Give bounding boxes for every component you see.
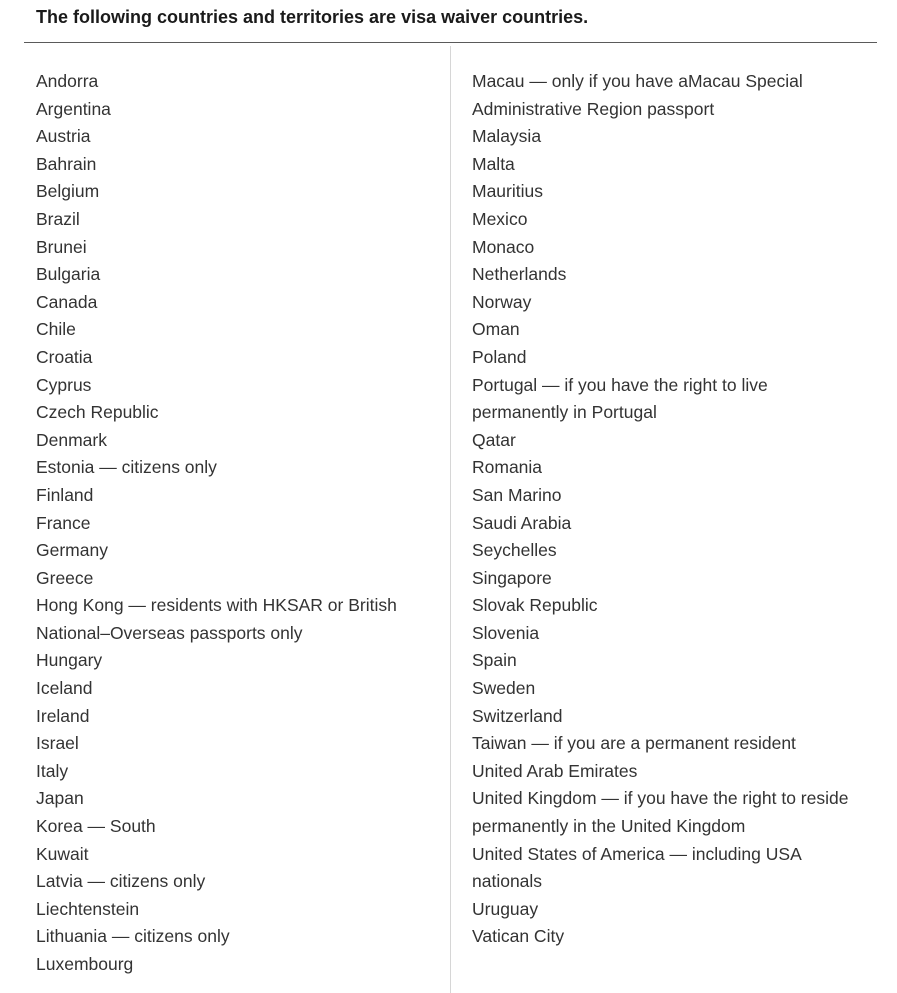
country-list-item: permanently in Portugal xyxy=(472,402,657,423)
country-list-item: Slovak Republic xyxy=(472,595,598,616)
country-list-item: Bahrain xyxy=(36,153,97,174)
country-list-item: Lithuania — citizens only xyxy=(36,926,230,947)
country-list-item: permanently in the United Kingdom xyxy=(472,816,746,837)
country-list-item: Monaco xyxy=(472,236,535,257)
column-divider xyxy=(450,46,451,993)
left-country-list xyxy=(36,68,441,979)
country-list-item: Denmark xyxy=(36,429,107,450)
country-list-item: Malta xyxy=(472,153,515,174)
country-list-item: Canada xyxy=(36,291,98,312)
country-list-item: Mexico xyxy=(472,208,528,229)
country-list-item: Brunei xyxy=(36,236,87,257)
country-list-item: Bulgaria xyxy=(36,264,101,285)
country-list-item: Belgium xyxy=(36,181,100,202)
country-list-item: Cyprus xyxy=(36,374,92,395)
country-list-item: Hong Kong — residents with HKSAR or British xyxy=(36,595,397,616)
country-list-item: Italy xyxy=(36,760,69,781)
country-list-item: United States of America — including USA xyxy=(472,843,802,864)
country-list-item: Hungary xyxy=(36,650,103,671)
country-list-item: France xyxy=(36,512,91,533)
country-list-item: Chile xyxy=(36,319,76,340)
country-list-item: Kuwait xyxy=(36,843,89,864)
country-list-item: Liechtenstein xyxy=(36,898,140,919)
country-list-item: Ireland xyxy=(36,705,90,726)
country-list-item: Finland xyxy=(36,484,94,505)
country-list-item: United Arab Emirates xyxy=(472,760,638,781)
country-list-item: United Kingdom — if you have the right to reside xyxy=(472,788,849,809)
country-list-item: Seychelles xyxy=(472,540,557,561)
country-list-item: Macau — only if you have aMacau Special xyxy=(472,71,803,91)
country-list-item: Israel xyxy=(36,733,79,754)
country-list-item: Slovenia xyxy=(472,622,540,643)
country-list-item: Norway xyxy=(472,291,532,312)
country-list-item: Portugal — if you have the right to live xyxy=(472,374,768,395)
country-list-item: Saudi Arabia xyxy=(472,512,572,533)
country-list-item: Austria xyxy=(36,126,91,147)
country-list-item: Mauritius xyxy=(472,181,543,202)
country-list-item: Korea — South xyxy=(36,816,156,837)
heading-underline xyxy=(24,42,877,43)
country-list-item: Latvia — citizens only xyxy=(36,871,206,892)
country-list-item: Luxembourg xyxy=(36,954,134,974)
page-heading: The following countries and territories are visa waiver countries. xyxy=(36,7,589,27)
country-list-item: Taiwan — if you are a permanent resident xyxy=(472,733,796,754)
country-list-item: Romania xyxy=(472,457,543,478)
country-list-item: Iceland xyxy=(36,678,93,699)
country-list-item: Estonia — citizens only xyxy=(36,457,217,478)
country-list-item: Vatican City xyxy=(472,926,565,947)
country-list-item: Administrative Region passport xyxy=(472,98,715,119)
country-list-item: Sweden xyxy=(472,678,536,699)
country-list-item: Argentina xyxy=(36,98,111,119)
country-list-item: Czech Republic xyxy=(36,402,159,423)
country-list-item: Andorra xyxy=(36,71,99,91)
country-list-item: Qatar xyxy=(472,429,516,450)
country-list-item: Brazil xyxy=(36,208,80,229)
country-list-item: Greece xyxy=(36,567,94,588)
country-list-item: Croatia xyxy=(36,346,93,367)
country-list-item: Germany xyxy=(36,540,108,561)
country-list-item: Poland xyxy=(472,346,527,367)
country-list-item: Singapore xyxy=(472,567,552,588)
country-list-item: Uruguay xyxy=(472,898,539,919)
country-list-item: Malaysia xyxy=(472,126,542,147)
country-list-item: Oman xyxy=(472,319,520,340)
country-list-item: Spain xyxy=(472,650,517,671)
country-list-item: Switzerland xyxy=(472,705,563,726)
country-list-item: National–Overseas passports only xyxy=(36,622,303,643)
country-list-item: nationals xyxy=(472,871,543,892)
right-country-list xyxy=(472,68,877,951)
country-list-item: San Marino xyxy=(472,484,562,505)
country-list-item: Netherlands xyxy=(472,264,567,285)
country-list-item: Japan xyxy=(36,788,84,809)
